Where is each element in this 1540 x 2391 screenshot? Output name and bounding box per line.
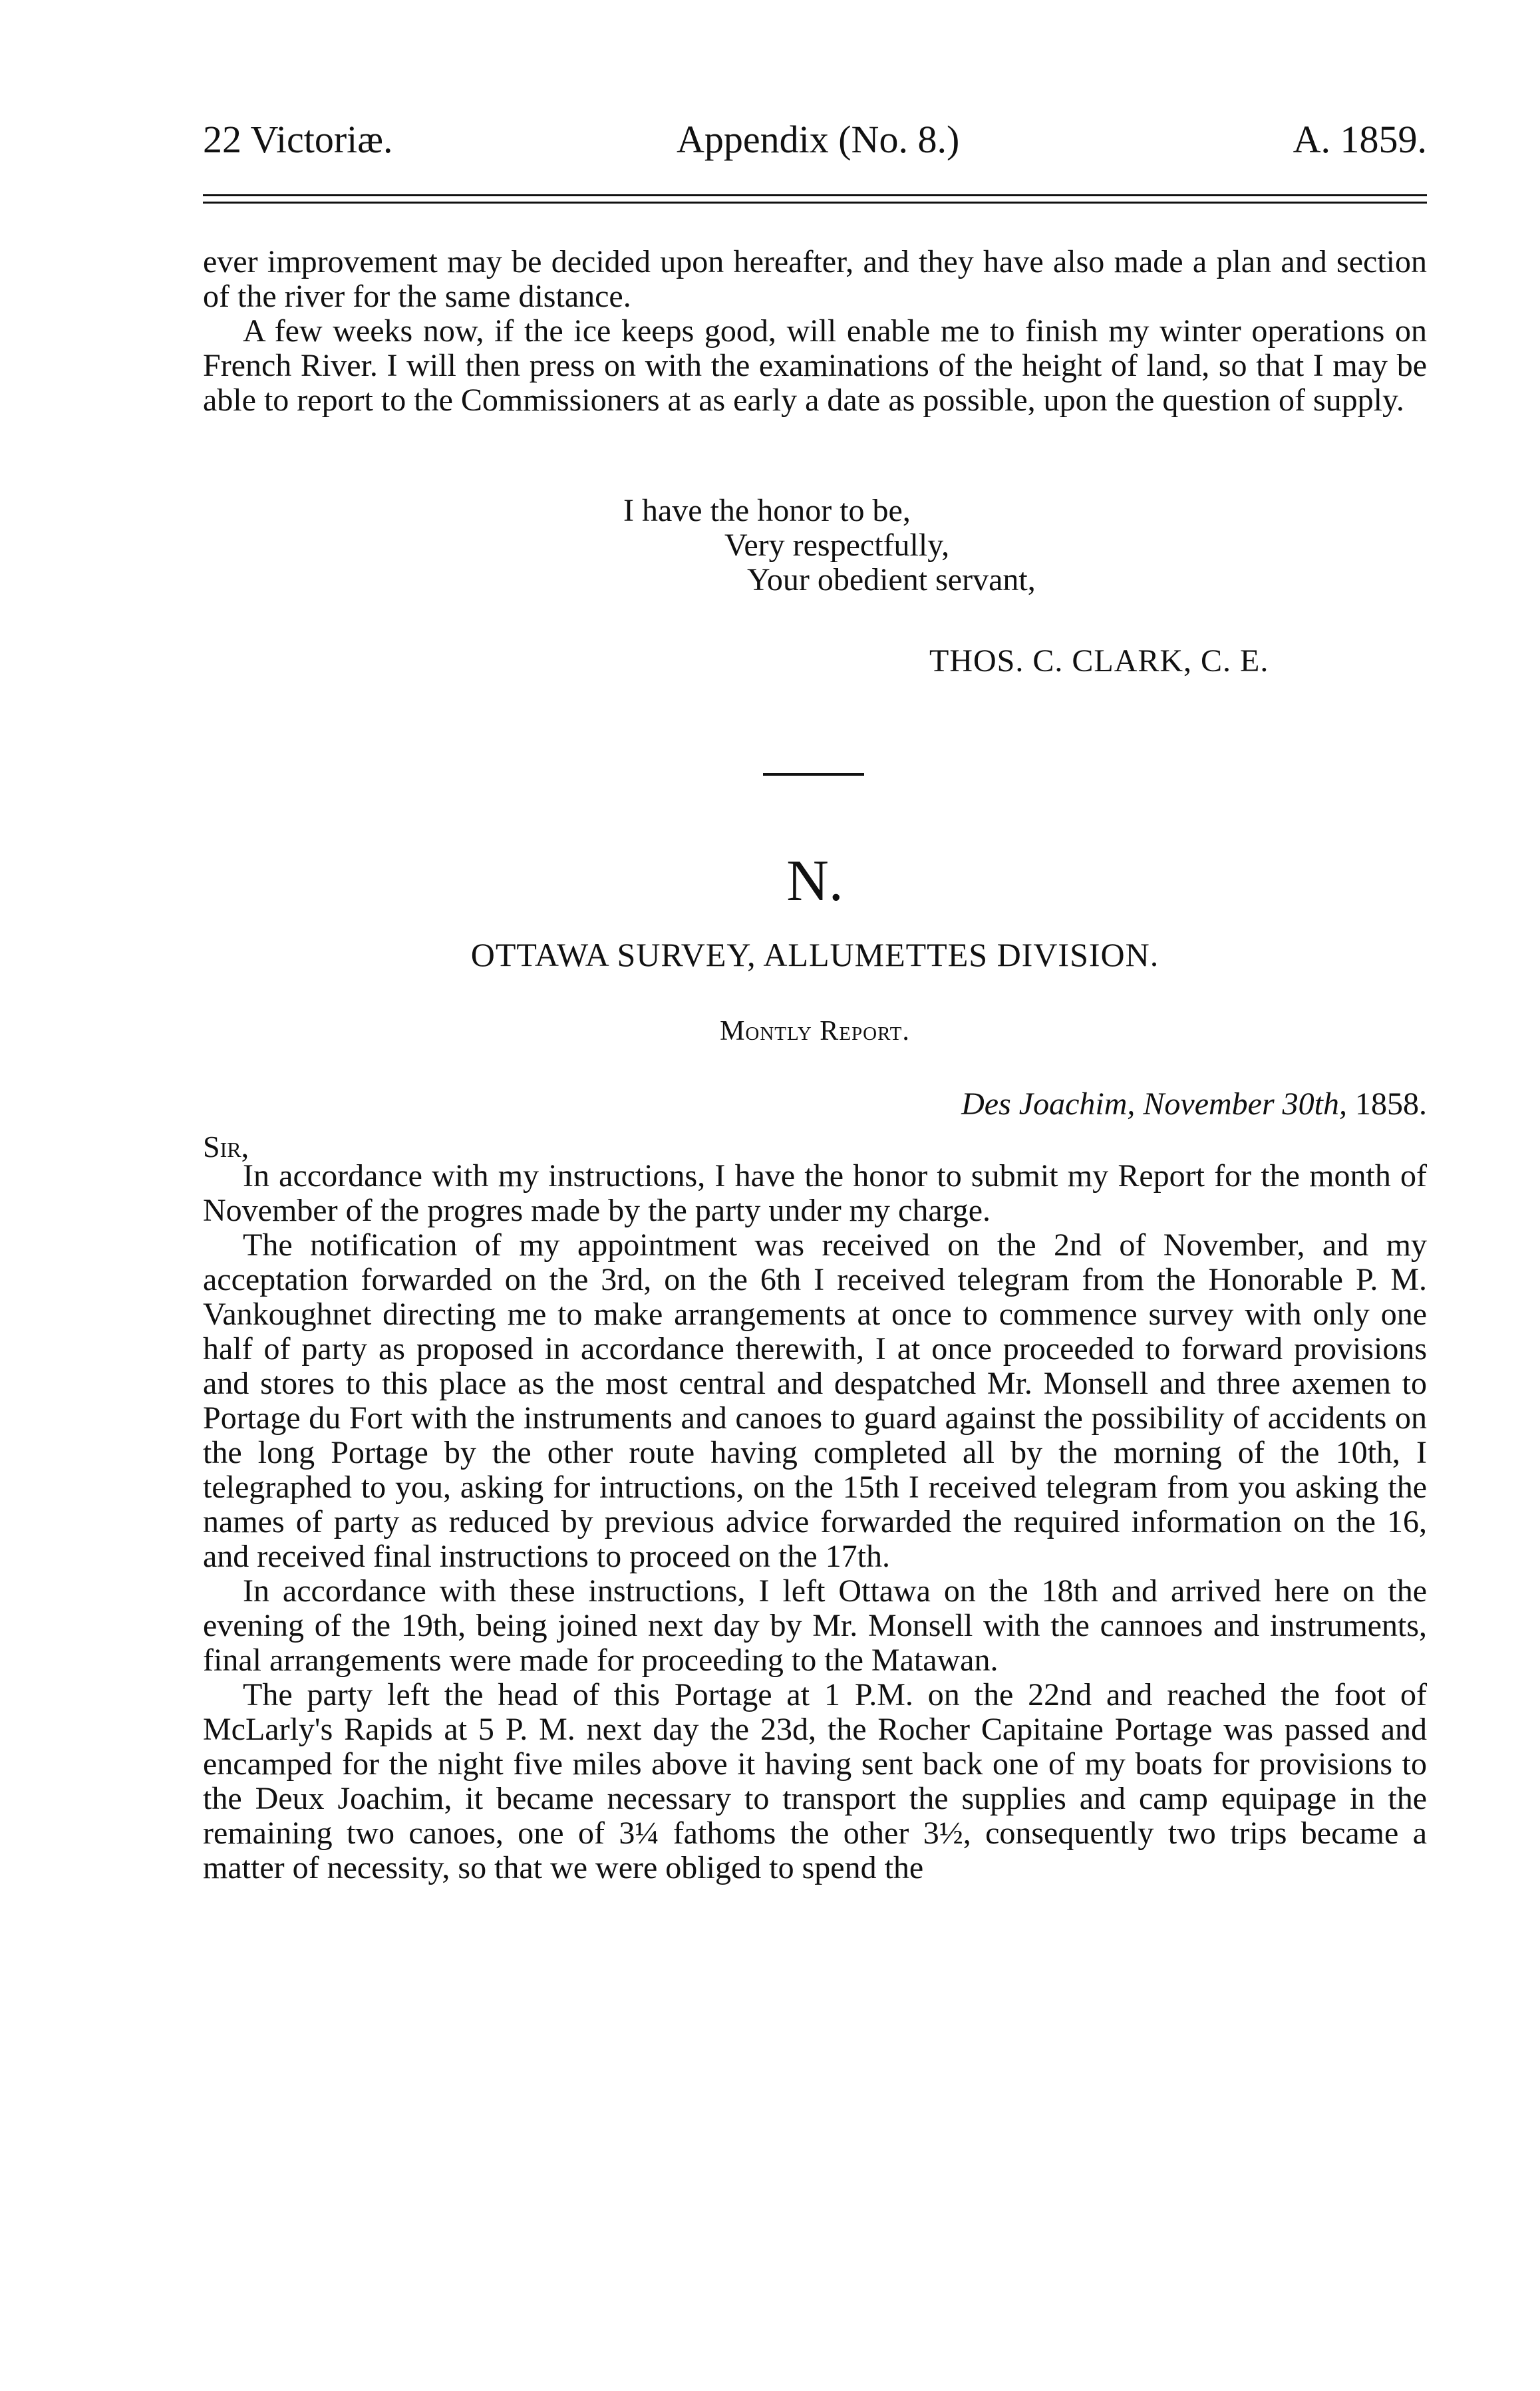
- header-double-rule: [203, 194, 1427, 204]
- header-session: 22 Victoriæ.: [203, 118, 393, 161]
- letter-continuation: [203, 245, 1427, 418]
- report-paragraph: The party left the head of this Portage at 1 P.M. on the 22nd and reached the foot of McLarly's Rapids at 5 P. M. next day the 23d, the Rocher Capitaine Portage was passed and encamped for the night five miles above it having sent back one of my boats for provisions to the Deux Joachim, it became necessary to transport the supplies and camp equipage in the remaining two canoes, one of 3¼ fathoms the other 3½, consequently two trips became a matter of necessity, so that we were obliged to spend the: [203, 1677, 1427, 1885]
- header-appendix: Appendix (No. 8.): [677, 118, 960, 161]
- section-title: OTTAWA SURVEY, ALLUMETTES DIVISION.: [470, 936, 1159, 973]
- closing-line: Your obedient servant,: [747, 562, 1036, 597]
- salutation: Sir,: [203, 1130, 249, 1164]
- report-paragraph: In accordance with my instructions, I have the honor to submit my Report for the month of November of the progres made by the party under my charge.: [203, 1158, 1427, 1228]
- signature: THOS. C. CLARK, C. E.: [929, 643, 1269, 679]
- dateline-place: Des Joachim, November 30th,: [961, 1086, 1347, 1122]
- dateline: [961, 1084, 1427, 1124]
- report-body: [203, 1159, 1427, 1885]
- letter-paragraph: ever improvement may be decided upon hereafter, and they have also made a plan and section of the river for the same distance.: [203, 244, 1427, 314]
- report-paragraph: The notification of my appointment was received on the 2nd of November, and my acceptation forwarded on the 3rd, on the 6th I received telegram from the Honorable P. M. Vankoughnet directing me to make arrangements at once to commence survey with only one half of party as proposed in accordance therewith, I at once proceeded to forward provisions and stores to this place as the most central and despatched Mr. Monsell and three axemen to Portage du Fort with the instruments and canoes to guard against the possibility of accidents on the long Portage by the other route having completed all by the morning of the 10th, I telegraphed to you, asking for intructions, on the 15th I received telegram from you asking the names of party as reduced by previous advice forwarded the required information on the 16, and received final instructions to proceed on the 17th.: [203, 1227, 1427, 1574]
- running-header: [203, 113, 1427, 166]
- closing-line: I have the honor to be,: [623, 493, 911, 528]
- closing-line: Very respectfully,: [724, 528, 950, 563]
- section-subtitle: Montly Report.: [720, 1016, 910, 1046]
- report-paragraph: In accordance with these instructions, I left Ottawa on the 18th and arrived here on the evening of the 19th, being joined next day by Mr. Monsell with the cannoes and instruments, final arrangements were made for proceeding to the Matawan.: [203, 1573, 1427, 1678]
- header-year: A. 1859.: [1293, 118, 1427, 161]
- document-page: [203, 0, 1427, 2391]
- section-divider: [763, 773, 864, 776]
- letter-paragraph: A few weeks now, if the ice keeps good, will enable me to finish my winter operations on French River. I will then press on with the examinations of the height of land, so that I may be able to report to the Commissioners at as early a date as possible, upon the question of supply.: [203, 313, 1427, 418]
- section-letter: N.: [786, 849, 844, 913]
- dateline-year: 1858.: [1355, 1086, 1427, 1122]
